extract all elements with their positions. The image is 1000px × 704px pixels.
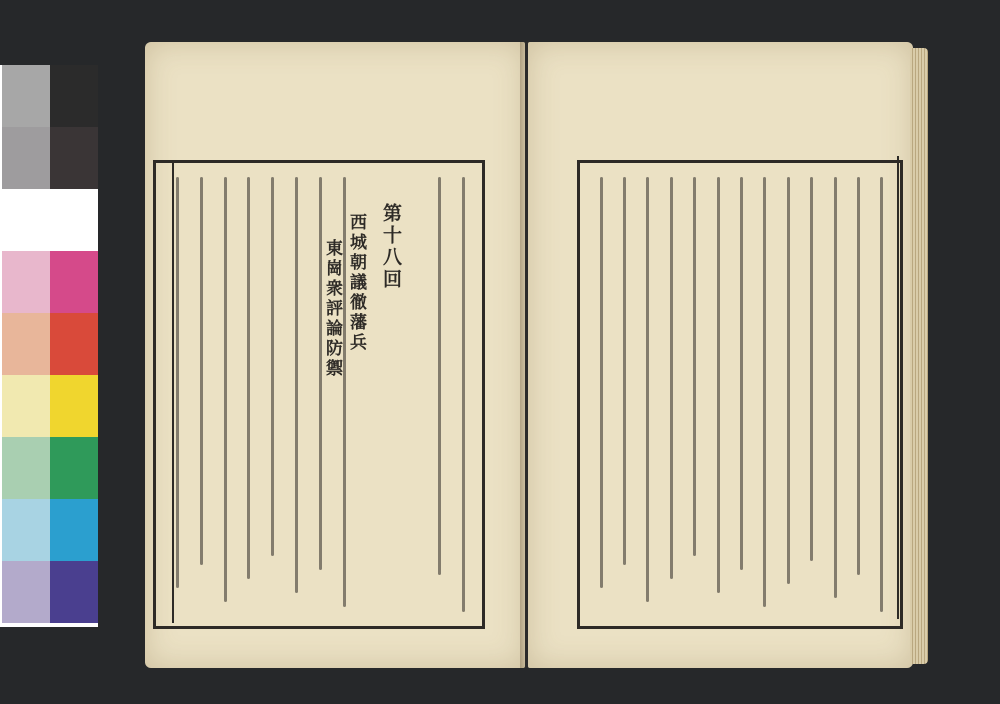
text-column [810,177,813,561]
left-page [145,42,525,668]
text-column [600,177,603,588]
chapter-title-line-2: 東崗衆評論防禦 [322,239,342,379]
text-column [670,177,673,579]
color-swatch [50,127,98,189]
chapter-number: 第十八回 [380,203,402,291]
color-swatch [2,127,50,189]
color-swatch [2,313,50,375]
color-swatch [50,251,98,313]
text-column [176,177,179,588]
text-column [271,177,274,556]
left-text-panel [153,160,485,629]
color-calibration-card [0,65,98,627]
text-column [224,177,227,602]
text-column [834,177,837,598]
color-swatch [2,499,50,561]
color-swatch [50,561,98,623]
color-swatch [2,189,50,251]
color-swatch [50,189,98,251]
right-text-columns [588,171,892,618]
color-swatch [2,561,50,623]
color-swatch [2,437,50,499]
color-swatch [50,65,98,127]
page-edges [910,48,928,664]
text-column [438,177,441,575]
chapter-title-line-1: 西城朝議徹藩兵 [346,213,366,353]
text-column [740,177,743,570]
color-swatch [50,313,98,375]
text-column [295,177,298,593]
color-swatch [50,499,98,561]
right-text-panel [577,160,903,629]
color-swatch [50,375,98,437]
left-text-columns [164,171,474,618]
right-page-margin-tab [873,156,899,619]
text-column [763,177,766,607]
color-swatch [2,251,50,313]
color-swatch [2,65,50,127]
text-column [200,177,203,565]
text-column [646,177,649,602]
text-column [693,177,696,556]
color-swatch [50,437,98,499]
open-book [140,38,930,670]
text-column [857,177,860,575]
text-column [623,177,626,565]
color-swatch [2,375,50,437]
text-column [717,177,720,593]
text-column [462,177,465,612]
right-page [528,42,913,668]
text-column [787,177,790,584]
text-column [247,177,250,579]
